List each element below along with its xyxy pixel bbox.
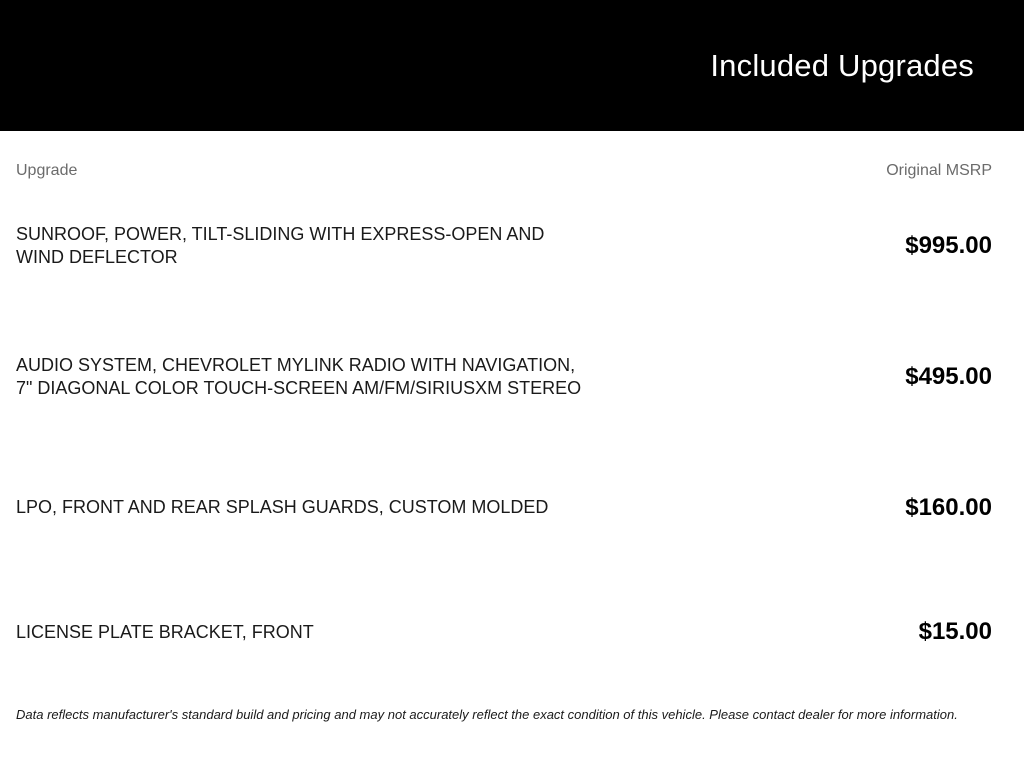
upgrade-price: $495.00 bbox=[905, 362, 992, 390]
upgrade-price: $15.00 bbox=[918, 618, 992, 645]
page-title: Included Upgrades bbox=[710, 48, 974, 83]
table-row bbox=[16, 180, 992, 311]
table-row bbox=[16, 442, 992, 573]
upgrade-price: $995.00 bbox=[905, 231, 992, 259]
table-row bbox=[16, 573, 992, 691]
upgrade-name: SUNROOF, POWER, TILT-SLIDING WITH EXPRESS-OPEN AND WIND DEFLECTOR bbox=[16, 223, 545, 267]
disclaimer-text: Data reflects manufacturer's standard build and pricing and may not accurately reflect the exact condition of this vehicle. Please contact dealer for more information. bbox=[16, 707, 958, 722]
upgrade-name: LICENSE PLATE BRACKET, FRONT bbox=[16, 621, 314, 642]
upgrade-name: AUDIO SYSTEM, CHEVROLET MYLINK RADIO WITH NAVIGATION, 7" DIAGONAL COLOR TOUCH-SCREEN AM/FM/SIRIUSXM STEREO bbox=[16, 354, 582, 398]
upgrade-name: LPO, FRONT AND REAR SPLASH GUARDS, CUSTOM MOLDED bbox=[16, 497, 549, 517]
upgrades-table bbox=[0, 131, 1024, 722]
column-header-upgrade: Upgrade bbox=[16, 162, 78, 179]
table-row bbox=[16, 311, 992, 442]
upgrade-price: $160.00 bbox=[905, 493, 992, 521]
table-header-row bbox=[16, 131, 992, 180]
page-header bbox=[0, 0, 1024, 131]
column-header-original-msrp: Original MSRP bbox=[886, 162, 992, 179]
